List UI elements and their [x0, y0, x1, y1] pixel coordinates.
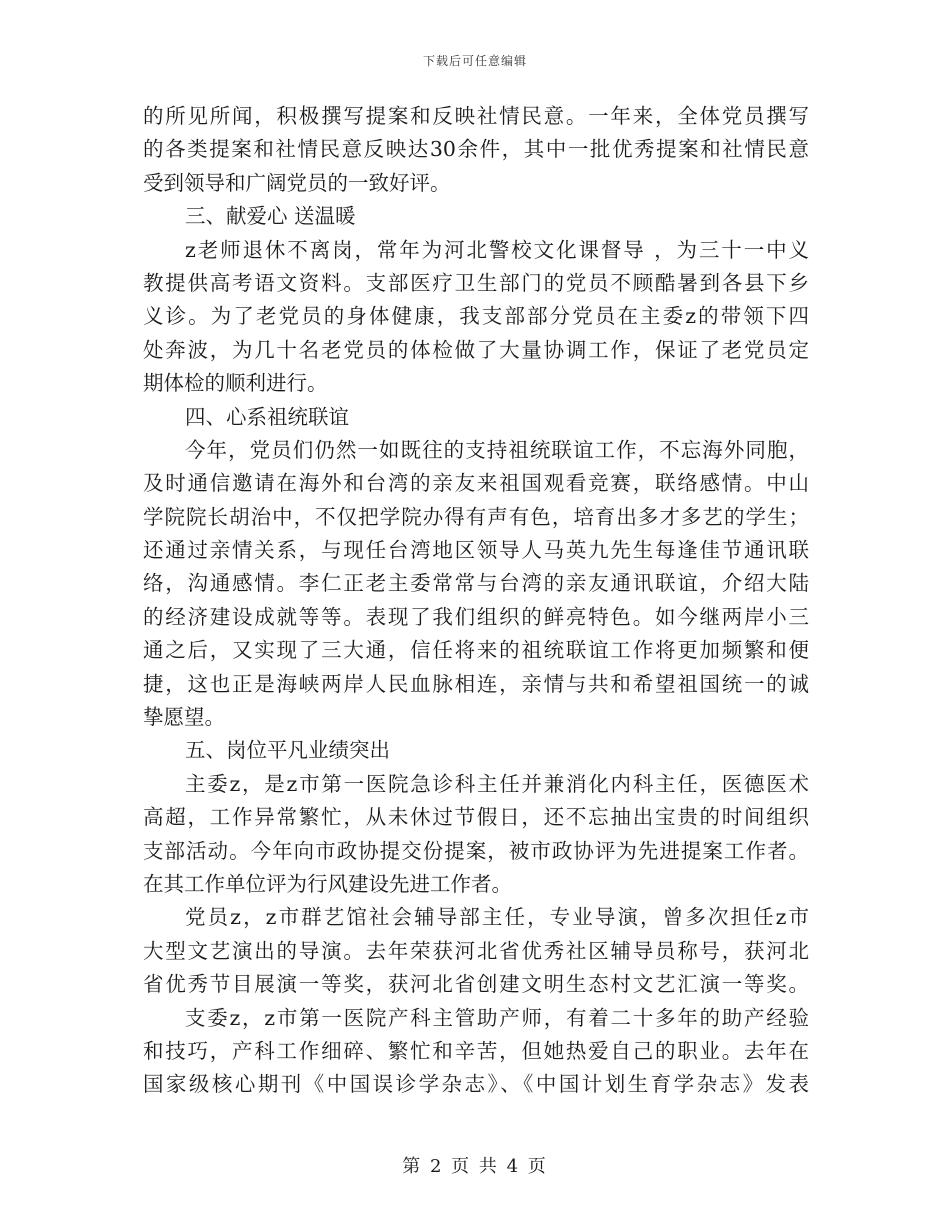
- text-line: 学院院长胡治中，不仅把学院办得有声有色，培育出多才多艺的学生；: [143, 504, 809, 529]
- text-line: 大型文艺演出的导演。去年荣获河北省优秀社区辅导员称号，获河北: [143, 938, 809, 963]
- text-line: 教提供高考语文资料。支部医疗卫生部门的党员不顾酷暑到各县下乡: [143, 270, 809, 295]
- text-line: 期体检的顺利进行。: [143, 371, 328, 396]
- text-line: 义诊。为了老党员的身体健康，我支部部分党员在主委z的带领下四: [143, 304, 809, 329]
- text-line: 党员z，z市群艺馆社会辅导部主任，专业导演，曾多次担任z市: [185, 905, 809, 930]
- text-line: 在其工作单位评为行风建设先进工作者。: [143, 871, 512, 896]
- text-line: 国家级核心期刊《中国误诊学杂志》、《中国计划生育学杂志》发表: [143, 1072, 809, 1097]
- text-line: 五、岗位平凡业绩突出: [185, 738, 390, 763]
- text-line: 和技巧，产科工作细碎、繁忙和辛苦，但她热爱自己的职业。去年在: [143, 1038, 809, 1063]
- text-line: z老师退休不离岗，常年为河北警校文化课督导 ，为三十一中义: [185, 237, 809, 262]
- text-line: 及时通信邀请在海外和台湾的亲友来祖国观看竞赛，联络感情。中山: [143, 471, 809, 496]
- document-body: [143, 100, 809, 1102]
- text-line: 捷，这也正是海峡两岸人民血脉相连，亲情与共和希望祖国统一的诚: [143, 671, 809, 696]
- text-line: 受到领导和广阔党员的一致好评。: [143, 170, 451, 195]
- text-line: 的所见所闻，积极撰写提案和反映社情民意。一年来，全体党员撰写: [143, 104, 809, 128]
- text-line: 挚愿望。: [143, 705, 225, 730]
- text-line: 处奔波，为几十名老党员的体检做了大量协调工作，保证了老党员定: [143, 337, 809, 362]
- text-line: 络，沟通感情。李仁正老主委常常与台湾的亲友通讯联谊，介绍大陆: [143, 571, 809, 596]
- text-line: 主委z，是z市第一医院急诊科主任并兼消化内科主任，医德医术: [185, 771, 809, 796]
- text-line: 支部活动。今年向市政协提交份提案，被市政协评为先进提案工作者。: [143, 838, 809, 863]
- text-line: 的经济建设成就等等。表现了我们组织的鲜亮特色。如今继两岸小三: [143, 604, 809, 629]
- text-line: 高超，工作异常繁忙，从未休过节假日，还不忘抽出宝贵的时间组织: [143, 805, 809, 830]
- text-line: 通之后，又实现了三大通，信任将来的祖统联谊工作将更加频繁和便: [143, 638, 809, 663]
- text-line: 还通过亲情关系，与现任台湾地区领导人马英九先生每逢佳节通讯联: [143, 538, 809, 563]
- page-footer: 第 2 页 共 4 页: [402, 1156, 548, 1177]
- text-line: 省优秀节目展演一等奖，获河北省创建文明生态村文艺汇演一等奖。: [143, 972, 809, 997]
- text-line: 支委z，z市第一医院产科主管助产师，有着二十多年的助产经验: [185, 1005, 809, 1030]
- text-line: 三、献爱心 送温暖: [185, 204, 356, 229]
- text-line: 今年，党员们仍然一如既往的支持祖统联谊工作，不忘海外同胞，: [185, 437, 809, 462]
- page-header: 下载后可任意编辑: [422, 54, 527, 68]
- text-line: 的各类提案和社情民意反映达30余件，其中一批优秀提案和社情民意: [143, 137, 809, 162]
- text-line: 四、心系祖统联谊: [185, 404, 349, 429]
